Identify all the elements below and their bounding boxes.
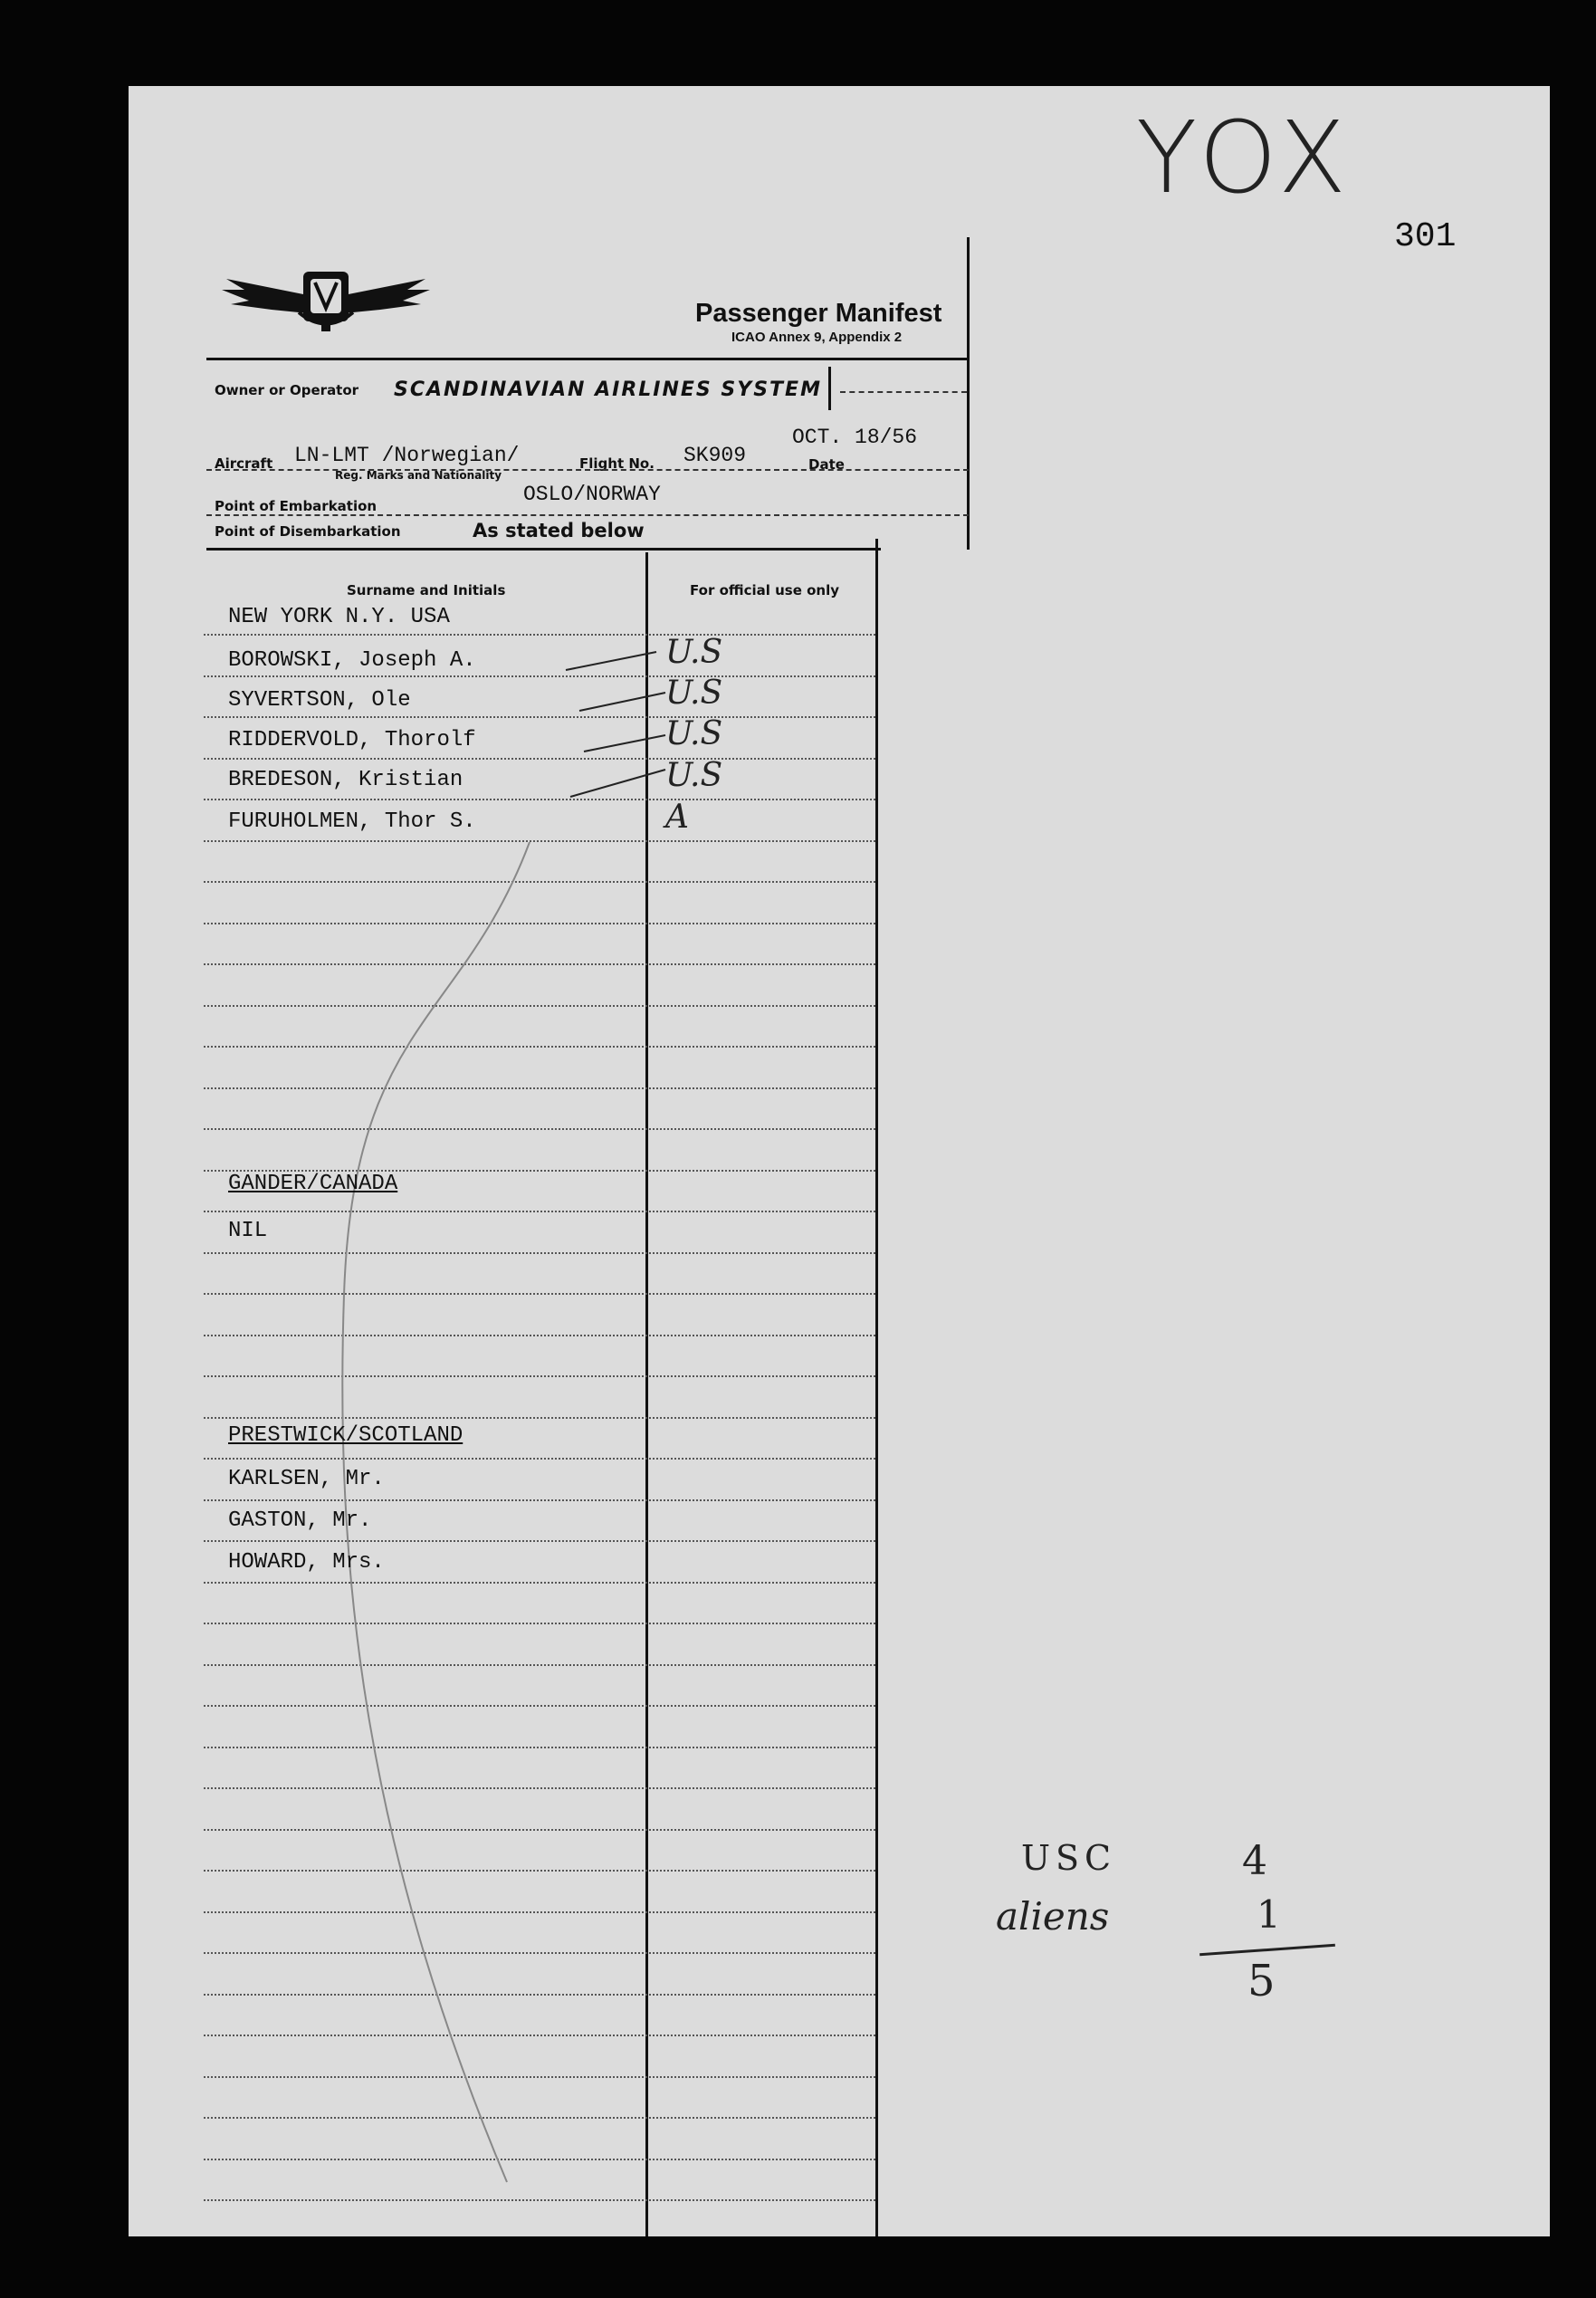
official-mark: U.S <box>665 675 723 712</box>
manifest-title: Passenger Manifest <box>695 299 942 328</box>
embark-rule <box>206 514 969 516</box>
owner-label: Owner or Operator <box>215 382 359 398</box>
passenger-name: KARLSEN, Mr. <box>228 1467 385 1491</box>
flight-value: SK909 <box>683 444 747 467</box>
tally-aliens-label: aliens <box>996 1894 1110 1939</box>
official-mark: U.S <box>665 715 723 752</box>
tally-total: 5 <box>1247 1956 1276 2006</box>
airline-wings-logo <box>217 263 435 344</box>
passenger-name: RIDDERVOLD, Thorolf <box>228 728 476 752</box>
aircraft-value: LN-LMT /Norwegian/ <box>294 444 520 467</box>
section-heading-new-york: NEW YORK N.Y. USA <box>228 605 450 629</box>
handwritten-code: YOX <box>1136 100 1354 215</box>
owner-bar <box>828 367 831 410</box>
flight-label: Flight No. <box>579 455 655 472</box>
column-header-official: For official use only <box>690 582 840 598</box>
passenger-name: HOWARD, Mrs. <box>228 1550 385 1575</box>
disembark-label: Point of Disembarkation <box>215 523 401 540</box>
manifest-subtitle: ICAO Annex 9, Appendix 2 <box>731 330 903 345</box>
pen-strokes <box>543 634 769 815</box>
disembark-rule <box>206 548 881 551</box>
column-header-names: Surname and Initials <box>347 582 506 598</box>
table-row-line <box>204 758 875 760</box>
owner-value: SCANDINAVIAN AIRLINES SYSTEM <box>394 378 822 401</box>
passenger-name: NIL <box>228 1219 268 1243</box>
table-row-line <box>204 675 875 677</box>
tally-aliens-count: 1 <box>1257 1892 1281 1937</box>
passenger-name: SYVERTSON, Ole <box>228 688 411 713</box>
owner-dash <box>840 391 967 393</box>
embark-label: Point of Embarkation <box>215 498 377 514</box>
official-mark: A <box>665 799 689 836</box>
date-value: OCT. 18/56 <box>792 426 918 449</box>
section-heading-gander: GANDER/CANADA <box>228 1172 398 1196</box>
tally-usc-count: 4 <box>1242 1838 1267 1884</box>
embark-value: OSLO/NORWAY <box>523 483 661 506</box>
official-mark: U.S <box>665 634 723 671</box>
official-mark: U.S <box>665 757 723 794</box>
table-right-border <box>875 539 878 2236</box>
passenger-name: BREDESON, Kristian <box>228 768 464 792</box>
table-row-line <box>204 716 875 718</box>
passenger-name: GASTON, Mr. <box>228 1508 372 1533</box>
header-rule <box>206 358 969 360</box>
table-row-line <box>204 799 875 800</box>
aircraft-sublabel: Reg. Marks and Nationality <box>335 469 502 482</box>
page-number: 301 <box>1394 217 1457 256</box>
tally-usc-label: USC <box>1021 1838 1117 1878</box>
table-row-line <box>204 634 875 636</box>
passenger-name: BOROWSKI, Joseph A. <box>228 648 476 673</box>
section-heading-prestwick: PRESTWICK/SCOTLAND <box>228 1423 464 1448</box>
disembark-value: As stated below <box>473 520 645 541</box>
aircraft-label: Aircraft <box>215 455 273 472</box>
passenger-name: FURUHOLMEN, Thor S. <box>228 809 476 834</box>
date-label: Date <box>808 456 845 473</box>
aircraft-rule <box>206 469 969 471</box>
